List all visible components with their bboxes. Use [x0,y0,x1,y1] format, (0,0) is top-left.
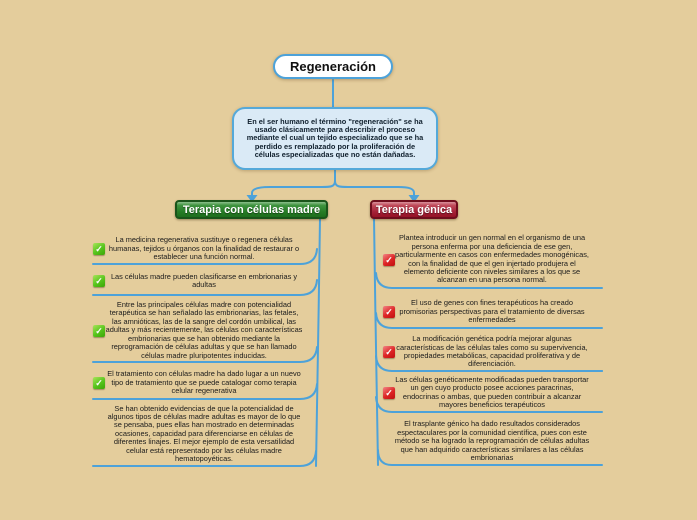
stem-cell-item-4[interactable] [88,368,320,398]
check-icon [383,346,395,358]
check-icon [383,254,395,266]
gene-therapy-item-5[interactable] [378,419,606,464]
definition-note-text: En el ser humano el término "regeneración" se ha usado clásicamente para describir el proceso mediante el cual un tejido especializado que se ha perdido es remplazado por la proliferación de células especializadas que no están dañadas. [246,116,424,159]
definition-note[interactable] [232,107,438,170]
gene-therapy-item-2[interactable] [378,297,606,327]
gene-therapy-item-4[interactable] [378,374,606,411]
item-text: El tratamiento con células madre ha dado lugar a un nuevo tipo de tratamiento que se puede catalogar como terapia celular regenerativa [107,369,301,396]
stem-cell-item-1[interactable] [88,234,320,264]
root-topic[interactable] [273,54,393,79]
branch-header-gene-therapy[interactable] [370,200,458,219]
item-text: La medicina regenerativa sustituye o regenera células humanas, tejidos u órganos con la finalidad de restaurar o establecer una función normal. [108,235,300,262]
check-icon [93,275,105,287]
check-icon [93,243,105,255]
stem-cell-item-3[interactable] [88,300,320,361]
arrow-line-right [335,181,414,196]
item-text: Plantea introducir un gen normal en el organismo de una persona enferma por una deficiencia de ese gen, particularmente en casos con enfermedades monogénicas, con la finalidad de que el gen injertado produjera el elemento deficiente con niveles similares a los que se alcanzan en una persona normal. [395,233,589,285]
check-icon [383,387,395,399]
gene-therapy-item-3[interactable] [378,334,606,370]
branch-header-stem-cell-therapy[interactable] [175,200,328,219]
item-text: Entre las principales células madre con potencialidad terapéutica se han señalado las embrionarias, las fetales, las amnióticas, las de la sangre del cordón umbilical, las adultas y más recientemente, las células con características embrionarias que se han obtenido mediante la reprogramación de células adultas y que se han llamado células madre pluripotentes inducidas. [105,300,303,360]
check-icon [93,325,105,337]
gene-therapy-item-1[interactable] [378,232,606,287]
item-text: Las células madre pueden clasificarse en embrionarias y adultas [110,271,298,289]
check-icon [93,377,105,389]
item-text: El trasplante génico ha dado resultados considerados espectaculares por la comunidad científica, pues con este método se ha logrado la reprogramación de células adultas que han adquirido características similares a las células embrionarias [394,419,590,463]
stem-cell-item-5[interactable] [88,403,320,465]
check-icon [383,306,395,318]
root-topic-label: Regeneración [290,59,376,74]
item-text: Se han obtenido evidencias de que la potencialidad de algunos tipos de células madre adultas es mayor de lo que se pensaba, pues ellas han mostrado en determinadas ocasiones, capacidad para diferenciarse en células de diferentes linajes. El mejor ejemplo de esta versatilidad celular está representado por las células madre hematopoyéticas. [107,403,301,464]
branch-header-label: Terapia génica [375,203,453,216]
item-text: Las células genéticamente modificadas pueden transportar un gen cuyo producto posee acciones paracrinas, endocrinas o ambas, que pueden contribuir a alcanzar mayores beneficios terapéuticos [395,374,589,409]
item-text: La modificación genética podría mejorar algunas características de las células tales como su supervivencia, propiedades metabólicas, capacidad proliferativa y de diferenciación. [396,334,588,369]
stem-cell-item-2[interactable] [88,268,320,294]
arrow-line-left [252,181,335,196]
item-text: El uso de genes con fines terapéuticos ha creado promisorias perspectivas para el tratamiento de diversas enfermedades [399,298,585,325]
branch-header-label: Terapia con células madre [182,203,321,216]
